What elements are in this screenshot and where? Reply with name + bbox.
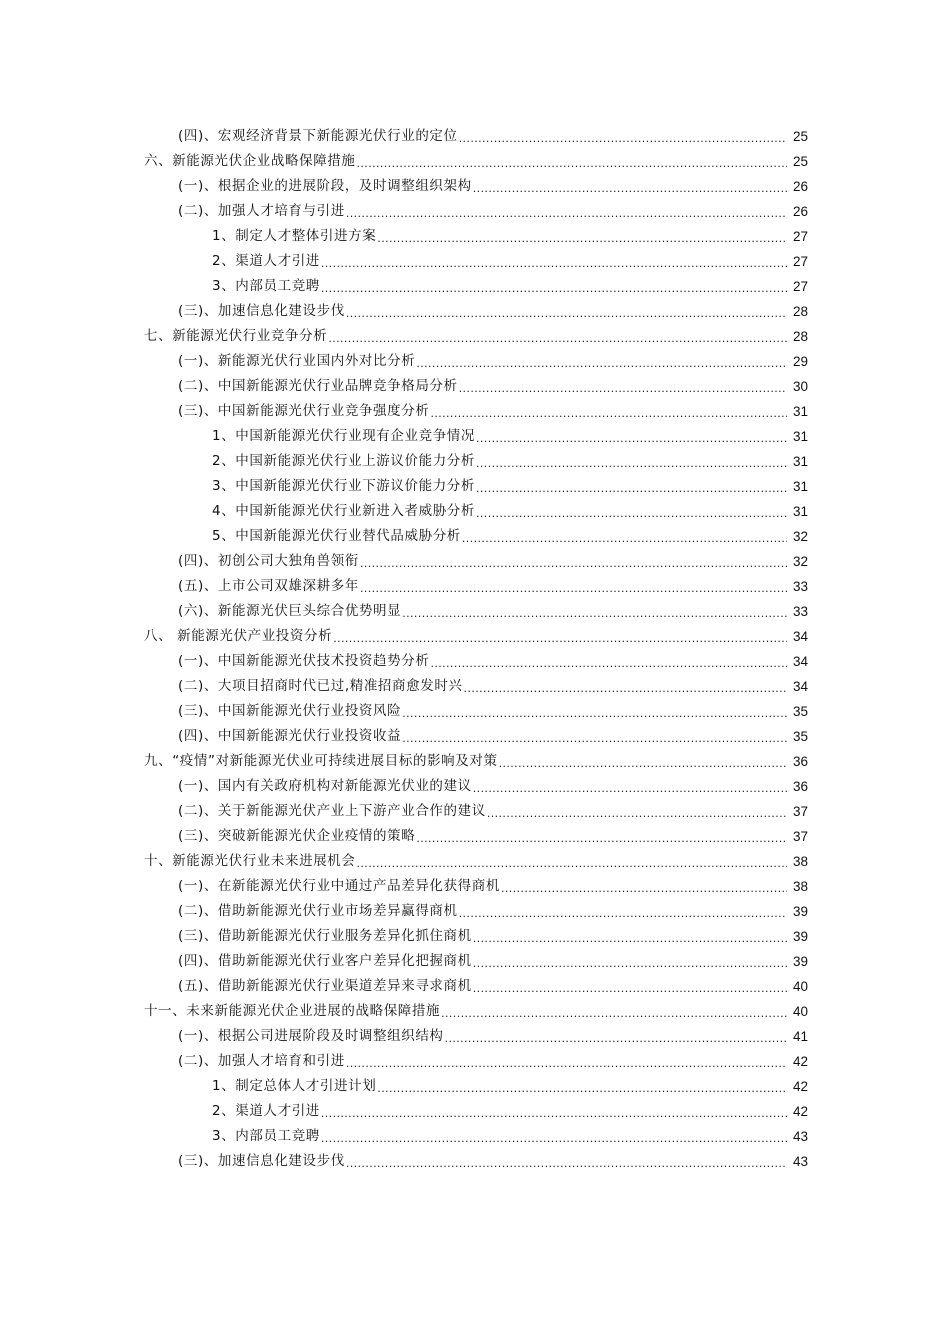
toc-dot-leader	[473, 174, 787, 199]
toc-entry[interactable]	[144, 424, 808, 449]
toc-entry-title: (三)、中国新能源光伏行业投资风险	[178, 703, 402, 719]
toc-dot-leader	[346, 299, 787, 324]
toc-entry[interactable]	[144, 724, 808, 749]
toc-dot-leader	[321, 249, 787, 274]
toc-dot-leader	[402, 699, 787, 724]
toc-entry-page-number: 27	[792, 229, 808, 244]
toc-entry-page-number: 37	[792, 804, 808, 819]
toc-dot-leader	[459, 899, 787, 924]
toc-entry-page-number: 37	[792, 829, 808, 844]
toc-entry[interactable]	[144, 349, 808, 374]
toc-dot-leader	[328, 324, 787, 349]
toc-dot-leader	[321, 1099, 787, 1124]
toc-entry-page-number: 28	[792, 304, 808, 319]
toc-entry-page-number: 42	[792, 1054, 808, 1069]
toc-entry[interactable]	[144, 499, 808, 524]
toc-entry-title: 六、新能源光伏企业战略保障措施	[144, 153, 356, 169]
toc-entry-page-number: 39	[792, 929, 808, 944]
toc-dot-leader	[360, 574, 787, 599]
toc-entry-page-number: 40	[792, 1004, 808, 1019]
toc-dot-leader	[357, 849, 788, 874]
toc-entry-title: (六)、新能源光伏巨头综合优势明显	[178, 603, 402, 619]
toc-dot-leader	[464, 674, 787, 699]
toc-entry-page-number: 32	[792, 529, 808, 544]
toc-entry-title: 十、新能源光伏行业未来进展机会	[144, 853, 356, 869]
toc-dot-leader	[476, 424, 787, 449]
toc-dot-leader	[476, 474, 787, 499]
toc-entry[interactable]	[144, 474, 808, 499]
toc-dot-leader	[346, 1049, 787, 1074]
toc-dot-leader	[459, 124, 787, 149]
toc-dot-leader	[430, 649, 787, 674]
toc-dot-leader	[416, 349, 787, 374]
toc-entry-page-number: 34	[792, 629, 808, 644]
toc-dot-leader	[473, 774, 787, 799]
toc-entry[interactable]	[144, 1124, 808, 1149]
toc-entry-page-number: 31	[792, 429, 808, 444]
toc-entry-title: (一)、新能源光伏行业国内外对比分析	[178, 353, 416, 369]
toc-entry[interactable]	[144, 549, 808, 574]
toc-entry-page-number: 36	[792, 754, 808, 769]
toc-entry[interactable]	[144, 974, 808, 999]
toc-entry[interactable]	[144, 249, 808, 274]
toc-dot-leader	[346, 199, 787, 224]
toc-dot-leader	[473, 974, 787, 999]
toc-entry-page-number: 26	[792, 179, 808, 194]
toc-dot-leader	[473, 949, 787, 974]
toc-entry[interactable]	[144, 949, 808, 974]
toc-entry[interactable]	[144, 274, 808, 299]
toc-entry-page-number: 28	[792, 329, 808, 344]
toc-entry[interactable]	[144, 324, 808, 349]
toc-entry-page-number: 34	[792, 654, 808, 669]
toc-entry-title: 2、渠道人才引进	[212, 1103, 320, 1119]
toc-dot-leader	[357, 149, 788, 174]
toc-entry-title: (四)、中国新能源光伏行业投资收益	[178, 728, 402, 744]
toc-entry-title: (一)、国内有关政府机构对新能源光伏业的建议	[178, 778, 472, 794]
toc-entry-title: 4、中国新能源光伏行业新进入者威胁分析	[212, 503, 475, 519]
toc-dot-leader	[499, 749, 787, 774]
toc-dot-leader	[346, 1149, 787, 1174]
toc-entry[interactable]	[144, 524, 808, 549]
toc-entry[interactable]	[144, 699, 808, 724]
toc-entry-page-number: 29	[792, 354, 808, 369]
toc-entry-page-number: 43	[792, 1154, 808, 1169]
toc-entry[interactable]	[144, 399, 808, 424]
toc-entry[interactable]	[144, 299, 808, 324]
toc-dot-leader	[462, 524, 787, 549]
toc-entry-title: 3、内部员工竞聘	[212, 1128, 320, 1144]
toc-entry[interactable]	[144, 599, 808, 624]
toc-entry-title: (四)、借助新能源光伏行业客户差异化把握商机	[178, 953, 472, 969]
toc-entry[interactable]	[144, 224, 808, 249]
toc-entry-page-number: 36	[792, 779, 808, 794]
toc-entry[interactable]	[144, 999, 808, 1024]
toc-entry-page-number: 31	[792, 479, 808, 494]
toc-entry-page-number: 31	[792, 404, 808, 419]
toc-entry[interactable]	[144, 849, 808, 874]
toc-entry[interactable]	[144, 1049, 808, 1074]
toc-entry[interactable]	[144, 1074, 808, 1099]
toc-entry-title: 七、新能源光伏行业竞争分析	[144, 328, 328, 344]
toc-entry[interactable]	[144, 924, 808, 949]
toc-entry-title: (一)、在新能源光伏行业中通过产品差异化获得商机	[178, 878, 500, 894]
toc-entry-title: (一)、中国新能源光伏技术投资趋势分析	[178, 653, 430, 669]
toc-entry-title: (二)、加强人才培育与引进	[178, 203, 345, 219]
toc-entry-page-number: 38	[792, 879, 808, 894]
toc-entry-title: 1、中国新能源光伏行业现有企业竞争情况	[212, 428, 475, 444]
toc-entry-title: 2、渠道人才引进	[212, 253, 320, 269]
toc-dot-leader	[377, 224, 787, 249]
toc-entry-page-number: 27	[792, 254, 808, 269]
toc-entry-title: (五)、借助新能源光伏行业渠道差异来寻求商机	[178, 978, 472, 994]
toc-entry-title: 2、中国新能源光伏行业上游议价能力分析	[212, 453, 475, 469]
toc-entry-title: (一)、根据公司进展阶段及时调整组织结构	[178, 1028, 444, 1044]
toc-entry-page-number: 38	[792, 854, 808, 869]
toc-dot-leader	[402, 599, 787, 624]
toc-entry-page-number: 31	[792, 454, 808, 469]
toc-entry-page-number: 35	[792, 729, 808, 744]
toc-entry[interactable]	[144, 649, 808, 674]
toc-entry-title: 1、制定人才整体引进方案	[212, 228, 377, 244]
toc-entry-title: (二)、中国新能源光伏行业品牌竞争格局分析	[178, 378, 458, 394]
toc-entry-title: (五)、上市公司双雄深耕多年	[178, 578, 359, 594]
toc-entry-title: 1、制定总体人才引进计划	[212, 1078, 377, 1094]
toc-dot-leader	[473, 924, 787, 949]
toc-entry[interactable]	[144, 1099, 808, 1124]
toc-entry[interactable]	[144, 1024, 808, 1049]
toc-entry-page-number: 42	[792, 1104, 808, 1119]
toc-entry-title: (三)、中国新能源光伏行业竞争强度分析	[178, 403, 430, 419]
toc-entry-page-number: 25	[792, 129, 808, 144]
toc-entry-title: (四)、初创公司大独角兽领衔	[178, 553, 359, 569]
toc-dot-leader	[445, 1024, 787, 1049]
toc-entry[interactable]	[144, 374, 808, 399]
toc-entry-title: (二)、大项目招商时代已过,精准招商愈发时兴	[178, 678, 463, 694]
toc-entry[interactable]	[144, 874, 808, 899]
toc-dot-leader	[416, 824, 787, 849]
toc-dot-leader	[441, 999, 787, 1024]
toc-dot-leader	[333, 624, 787, 649]
toc-entry-title: 十一、未来新能源光伏企业进展的战略保障措施	[144, 1003, 441, 1019]
toc-entry[interactable]	[144, 149, 808, 174]
toc-dot-leader	[360, 549, 787, 574]
toc-entry[interactable]	[144, 1149, 808, 1174]
toc-entry-page-number: 27	[792, 279, 808, 294]
toc-entry-title: (三)、加速信息化建设步伐	[178, 1153, 345, 1169]
toc-entry[interactable]	[144, 124, 808, 149]
toc-entry[interactable]	[144, 899, 808, 924]
toc-entry[interactable]	[144, 799, 808, 824]
toc-entry-page-number: 40	[792, 979, 808, 994]
toc-entry-page-number: 26	[792, 204, 808, 219]
toc-dot-leader	[487, 799, 787, 824]
toc-entry[interactable]	[144, 624, 808, 649]
toc-entry-page-number: 31	[792, 504, 808, 519]
toc-entry-page-number: 43	[792, 1129, 808, 1144]
toc-entry[interactable]	[144, 174, 808, 199]
toc-dot-leader	[476, 449, 787, 474]
toc-entry-page-number: 35	[792, 704, 808, 719]
toc-entry-title: 八、 新能源光伏产业投资分析	[144, 628, 333, 644]
toc-entry-page-number: 33	[792, 579, 808, 594]
toc-entry-page-number: 33	[792, 604, 808, 619]
toc-entry[interactable]	[144, 749, 808, 774]
toc-entry-title: (四)、宏观经济背景下新能源光伏行业的定位	[178, 128, 458, 144]
toc-dot-leader	[430, 399, 787, 424]
toc-dot-leader	[321, 1124, 787, 1149]
toc-entry[interactable]	[144, 449, 808, 474]
toc-dot-leader	[321, 274, 787, 299]
toc-entry[interactable]	[144, 824, 808, 849]
table-of-contents	[144, 124, 808, 1174]
toc-entry-page-number: 39	[792, 904, 808, 919]
toc-entry-title: 九、“疫情”对新能源光伏业可持续进展目标的影响及对策	[144, 753, 498, 769]
toc-entry-title: (二)、借助新能源光伏行业市场差异赢得商机	[178, 903, 458, 919]
toc-entry[interactable]	[144, 199, 808, 224]
toc-entry-title: (三)、借助新能源光伏行业服务差异化抓住商机	[178, 928, 472, 944]
toc-entry-title: (一)、根据企业的进展阶段，及时调整组织架构	[178, 178, 472, 194]
toc-entry-page-number: 42	[792, 1079, 808, 1094]
toc-entry-page-number: 30	[792, 379, 808, 394]
toc-entry-title: (三)、突破新能源光伏企业疫情的策略	[178, 828, 416, 844]
toc-dot-leader	[377, 1074, 787, 1099]
toc-dot-leader	[476, 499, 787, 524]
toc-entry[interactable]	[144, 774, 808, 799]
toc-entry-page-number: 25	[792, 154, 808, 169]
toc-entry-title: (二)、关于新能源光伏产业上下游产业合作的建议	[178, 803, 486, 819]
toc-entry-title: (三)、加速信息化建设步伐	[178, 303, 345, 319]
toc-entry[interactable]	[144, 674, 808, 699]
toc-entry-title: 3、中国新能源光伏行业下游议价能力分析	[212, 478, 475, 494]
toc-entry-page-number: 41	[792, 1029, 808, 1044]
toc-entry-title: 5、中国新能源光伏行业替代品威胁分析	[212, 528, 461, 544]
toc-entry-title: 3、内部员工竞聘	[212, 278, 320, 294]
toc-dot-leader	[459, 374, 787, 399]
toc-entry-page-number: 34	[792, 679, 808, 694]
toc-entry-page-number: 32	[792, 554, 808, 569]
toc-dot-leader	[501, 874, 787, 899]
toc-entry-title: (二)、加强人才培育和引进	[178, 1053, 345, 1069]
toc-dot-leader	[402, 724, 787, 749]
toc-entry-page-number: 39	[792, 954, 808, 969]
toc-entry[interactable]	[144, 574, 808, 599]
